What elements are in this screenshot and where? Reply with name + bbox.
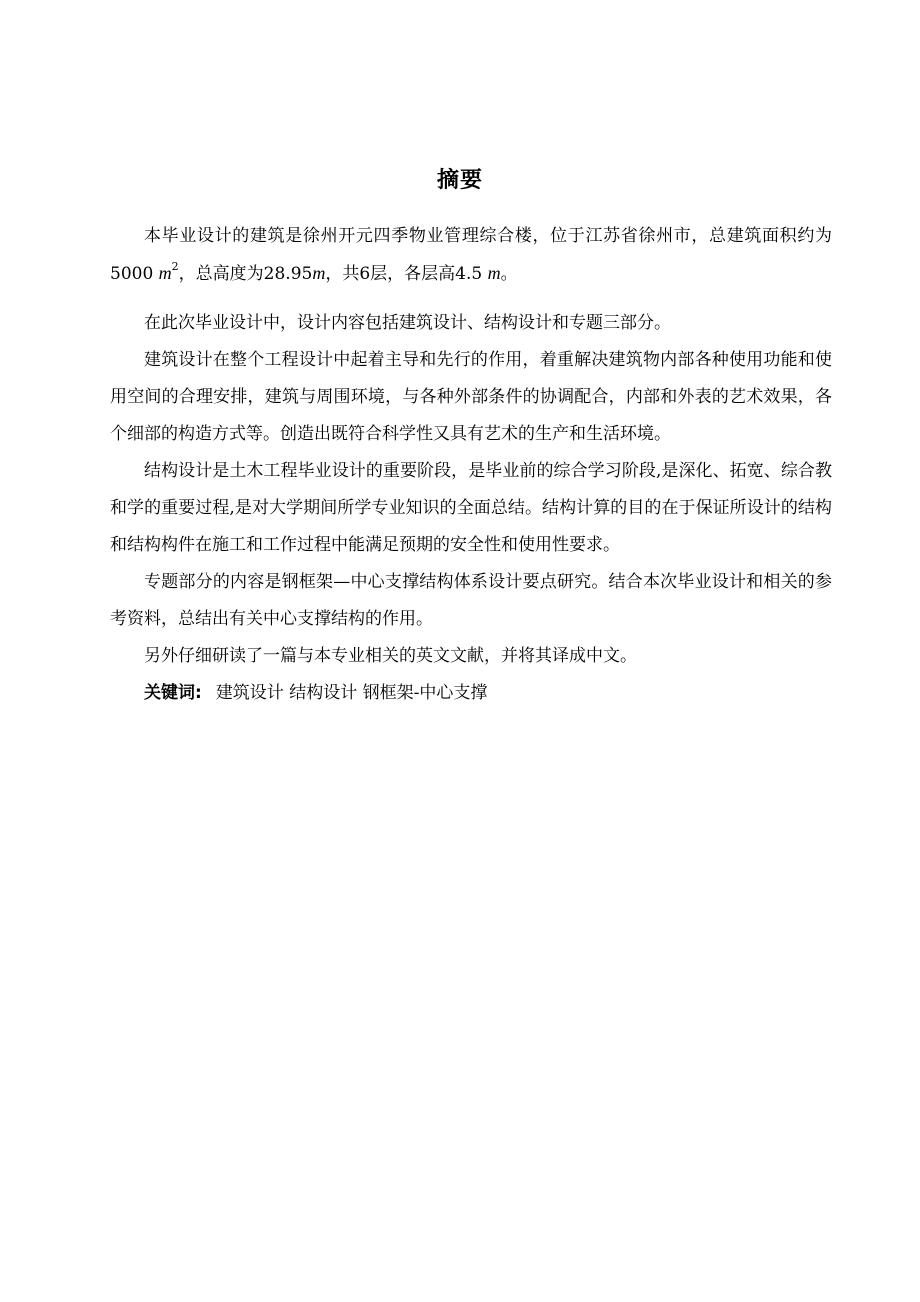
area-exponent: 2	[171, 260, 179, 273]
intro-paragraph	[110, 218, 832, 293]
paragraph-translation: 另外仔细研读了一篇与本专业相关的英文文献，并将其译成中文。	[144, 646, 637, 666]
paragraph-architecture: 建筑设计在整个工程设计中起着主导和先行的作用，着重解决建筑物内部各种使用功能和使用空间的合理安排，建筑与周围环境，与各种外部条件的协调配合，内部和外表的艺术效果，各个细部的构造方式等。创造出既符合科学性又具有艺术的生产和生活环境。	[110, 350, 832, 444]
keywords-value: 建筑设计 结构设计 钢框架-中心支撑	[215, 683, 488, 703]
keywords-label: 关键词:	[144, 683, 202, 703]
height-unit: m	[312, 263, 326, 283]
intro-text-4: 。	[500, 264, 518, 284]
intro-text-1: 本毕业设计的建筑是徐州开元四季物业管理综合楼，位于江苏省徐州市，总建筑面积约为5000	[110, 226, 832, 284]
intro-text-2: ，总高度为28.95	[178, 264, 313, 284]
area-unit: m	[158, 263, 172, 283]
intro-text-3: ，共6层，各层高4.5	[325, 264, 488, 284]
abstract-body	[110, 218, 832, 712]
paragraph-topic: 专题部分的内容是钢框架—中心支撑结构体系设计要点研究。结合本次毕业设计和相关的参考资料，总结出有关中心支撑结构的作用。	[110, 572, 832, 629]
paragraph-scope: 在此次毕业设计中，设计内容包括建筑设计、结构设计和专题三部分。	[144, 313, 671, 333]
paragraph-structure: 结构设计是土木工程毕业设计的重要阶段，是毕业前的综合学习阶段,是深化、拓宽、综合教和学的重要过程,是对大学期间所学专业知识的全面总结。结构计算的目的在于保证所设计的结构和结构构件在施工和工作过程中能满足预期的安全性和使用性要求。	[110, 461, 832, 555]
floor-height-unit: m	[487, 263, 501, 283]
page-title: 摘要	[436, 168, 483, 193]
keywords-line	[110, 675, 832, 712]
